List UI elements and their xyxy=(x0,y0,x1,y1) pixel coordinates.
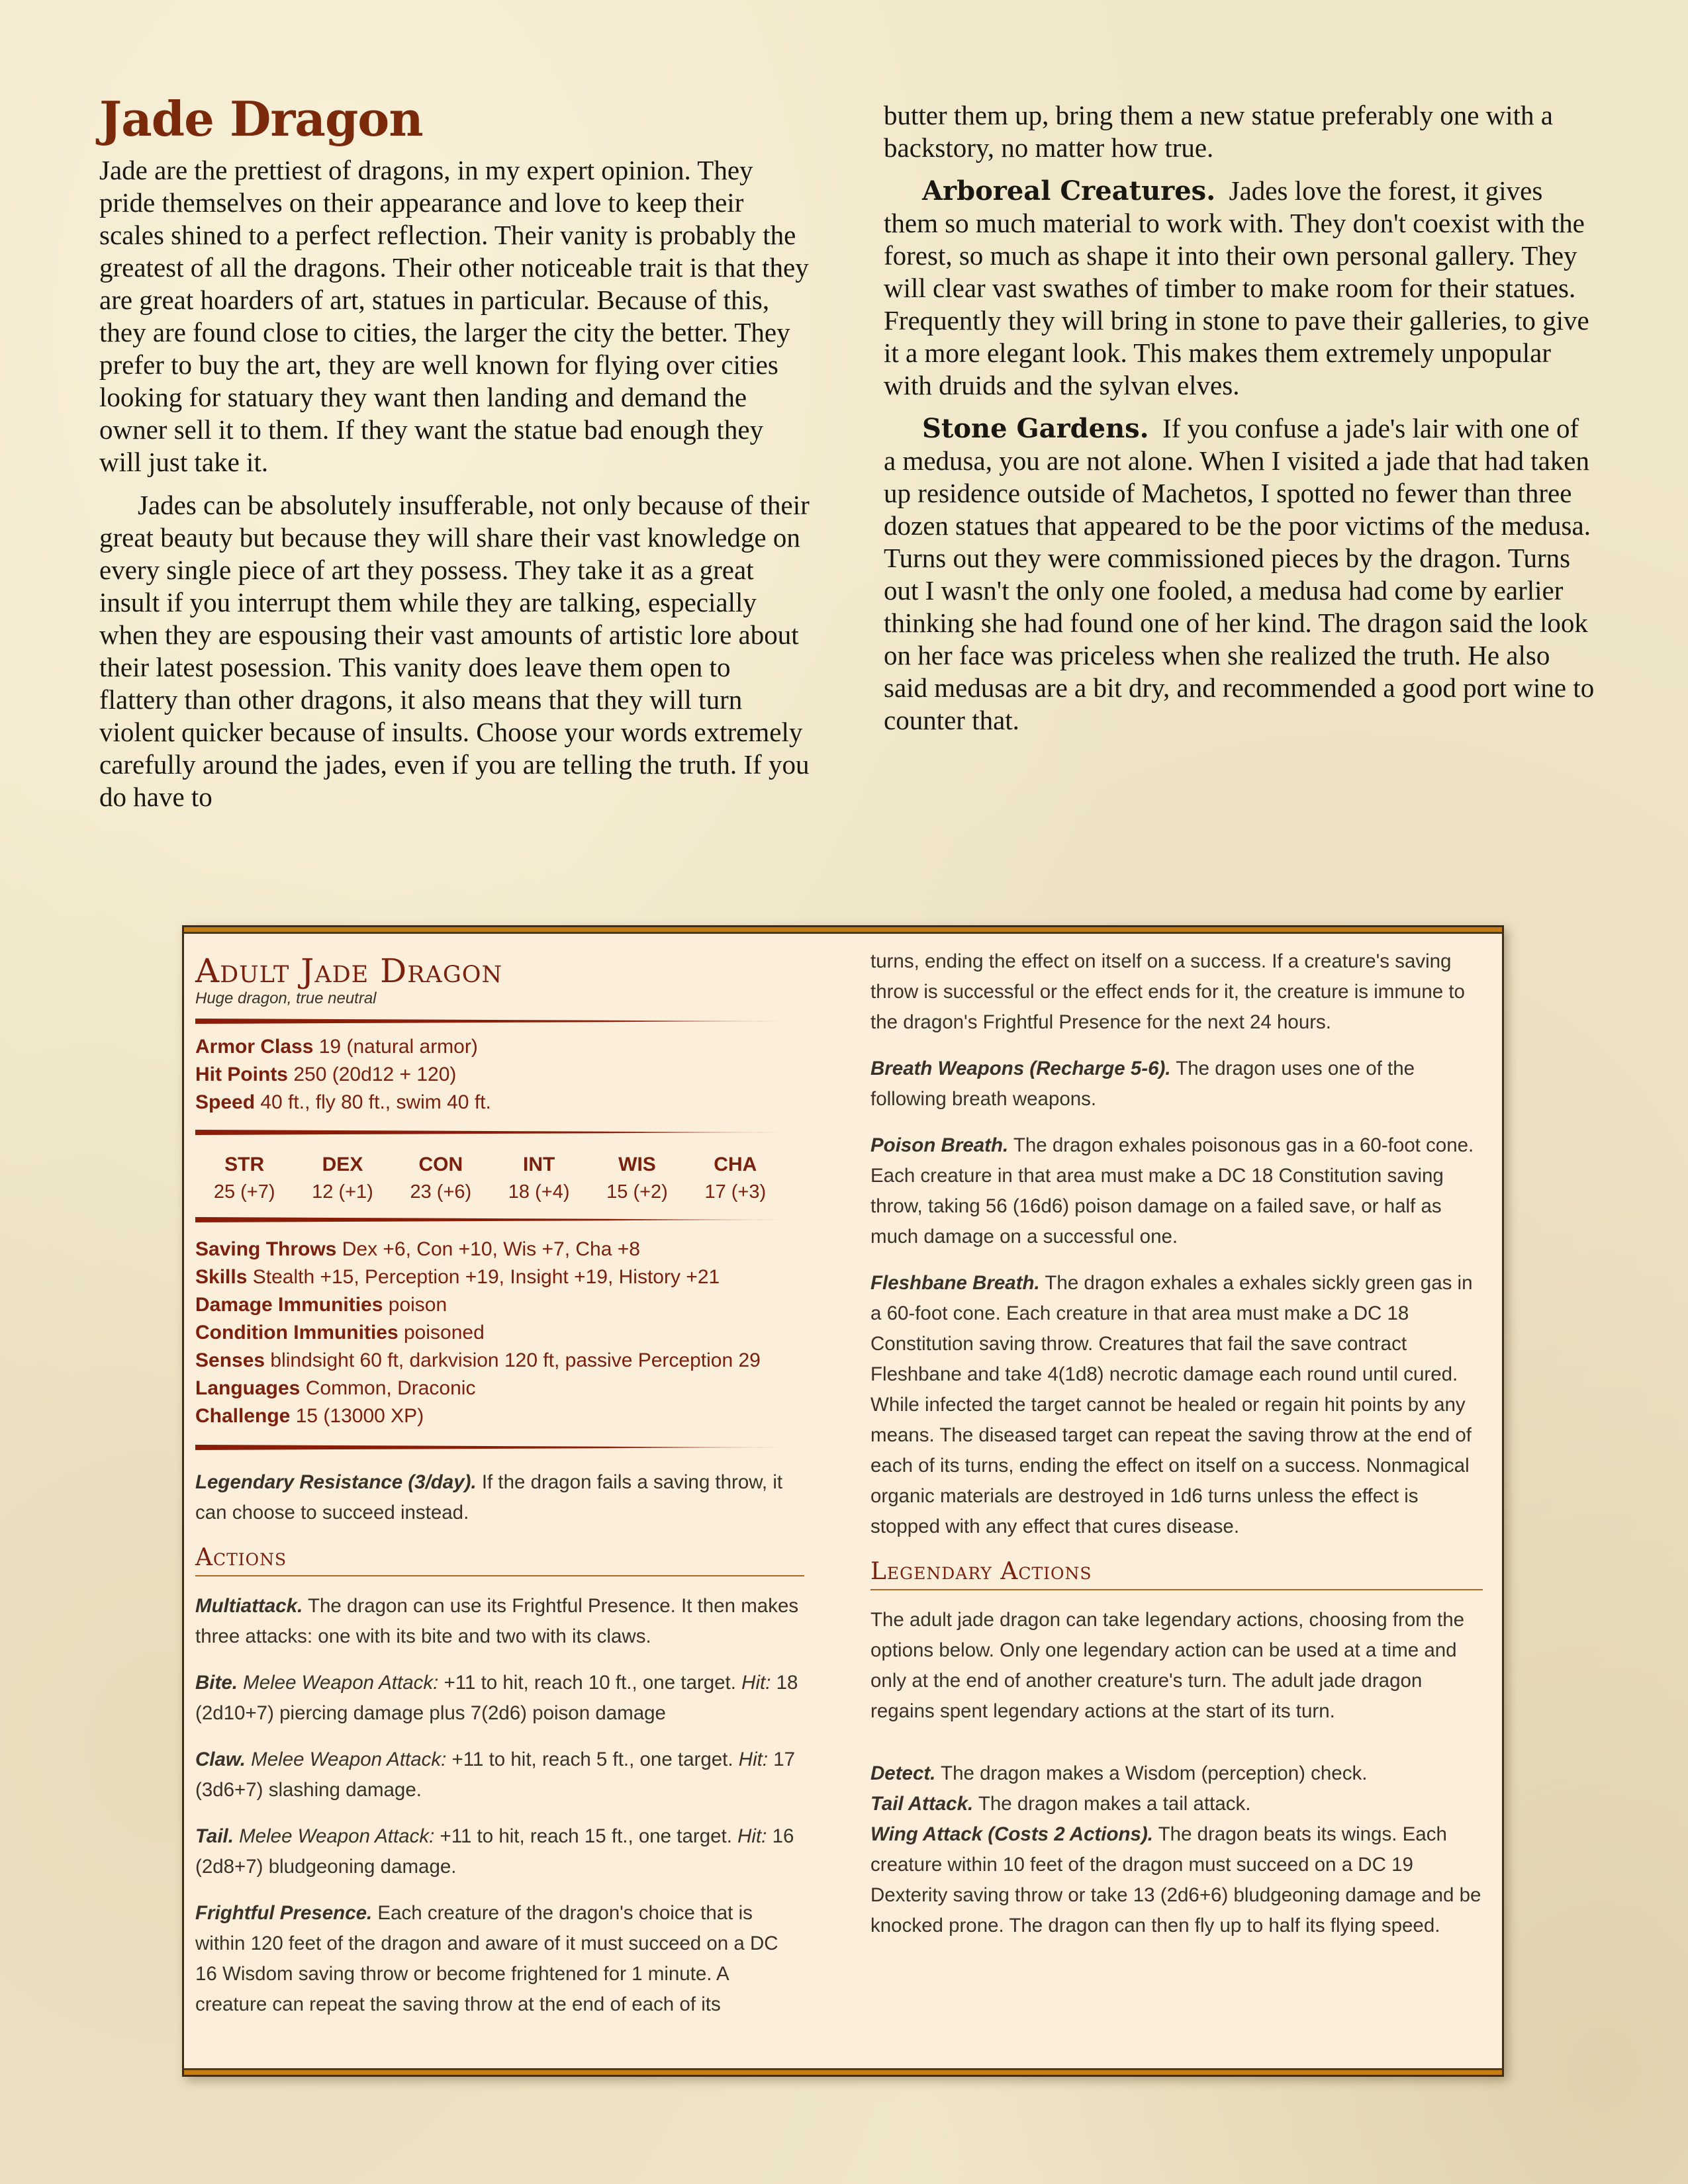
wing-attack-name: Wing Attack (Costs 2 Actions). xyxy=(870,1823,1153,1845)
arboreal-paragraph xyxy=(884,175,1595,402)
frightful-presence-name: Frightful Presence. xyxy=(195,1902,373,1924)
claw-name: Claw. xyxy=(195,1749,246,1770)
ability-value: 12 (+1) xyxy=(312,1181,373,1203)
breath-weapons-text: The dragon uses one of the following breath weapons. xyxy=(870,1058,1415,1110)
condition-immunities xyxy=(195,1319,804,1347)
tail-name: Tail. xyxy=(195,1825,234,1847)
breath-weapons-name: Breath Weapons (Recharge 5-6). xyxy=(870,1058,1171,1079)
claw-hit-label: Hit: xyxy=(738,1749,769,1770)
stat-block xyxy=(182,925,1504,2077)
bite-name: Bite. xyxy=(195,1672,238,1694)
divider xyxy=(195,1445,784,1450)
ability-str xyxy=(195,1151,293,1205)
fleshbane-breath-text: The dragon exhales a exhales sickly green gas in a 60-foot cone. Each creature in that area must make a DC 18 Constitution saving throw. Creatures that fail the save contract Fleshbane and take 4(1d8) necrotic damage each round until cured. While infected the target cannot be healed or regain hit points by any means. The diseased target can repeat the saving throw at the end of each of its turns, ending the effect on itself on a success. Nonmagical organic materials are destroyed in 1d6 turns unless the effect is stopped with any effect that cures disease. xyxy=(870,1272,1473,1537)
ability-wis xyxy=(588,1151,686,1205)
senses-label: Senses xyxy=(195,1349,265,1371)
claw-action xyxy=(195,1745,804,1805)
bite-hit-label: Hit: xyxy=(741,1672,771,1694)
challenge-label: Challenge xyxy=(195,1405,291,1427)
ability-value: 25 (+7) xyxy=(213,1181,275,1203)
actions-header: Actions xyxy=(195,1544,804,1576)
skills-label: Skills xyxy=(195,1266,248,1288)
languages-label: Languages xyxy=(195,1377,301,1399)
right-column xyxy=(884,99,1595,737)
ability-value: 23 (+6) xyxy=(410,1181,472,1203)
frightful-presence xyxy=(195,1898,804,2020)
detect-text: The dragon makes a Wisdom (perception) check. xyxy=(941,1762,1368,1784)
tail-attack-type: Melee Weapon Attack: xyxy=(239,1825,435,1847)
ability-name: DEX xyxy=(322,1154,363,1175)
wing-attack-action xyxy=(870,1819,1483,1941)
detect-name: Detect. xyxy=(870,1762,936,1784)
ability-cha xyxy=(686,1151,784,1205)
multiattack xyxy=(195,1591,804,1652)
legendary-resistance-text: If the dragon fails a saving throw, it can choose to succeed instead. xyxy=(195,1471,783,1524)
page-title: Jade Dragon xyxy=(99,91,423,147)
stat-block-right-column xyxy=(870,946,1483,1941)
stone-gardens-paragraph xyxy=(884,412,1595,737)
defense-block xyxy=(195,1024,804,1130)
stone-gardens-text: If you confuse a jade's lair with one of a medusa, you are not alone. When I visited a jade that had taken up residence outside of Machetos, I spotted no fewer than three dozen statues that appeared to be the poor victims of the medusa. Turns out they were commissioned pieces by the dragon. Turns out I wasn't the only one fooled, a medusa had come by earlier thinking she had found one of her kind. The dragon said the look on her face was priceless when she realized the truth. He also said medusas are a bit dry, and recommended a good port wine to counter that. xyxy=(884,413,1595,735)
saving-throws-label: Saving Throws xyxy=(195,1238,337,1260)
poison-breath xyxy=(870,1130,1483,1252)
legendary-resistance-name: Legendary Resistance (3/day). xyxy=(195,1471,477,1493)
detect-action xyxy=(870,1758,1483,1789)
claw-attack: +11 to hit, reach 5 ft., one target. xyxy=(451,1749,733,1770)
ability-name: WIS xyxy=(618,1154,656,1175)
languages-value: Common, Draconic xyxy=(305,1377,476,1399)
tail-attack-action xyxy=(870,1789,1483,1819)
challenge xyxy=(195,1402,804,1430)
armor-class xyxy=(195,1033,804,1061)
languages xyxy=(195,1375,804,1402)
speed-label: Speed xyxy=(195,1091,256,1113)
hit-points-label: Hit Points xyxy=(195,1064,288,1085)
stone-gardens-lead: Stone Gardens. xyxy=(922,413,1149,444)
frightful-presence-text: Each creature of the dragon's choice that is within 120 feet of the dragon and aware of it must succeed on a DC 16 Wisdom saving throw or become frightened for 1 minute. A creature can repeat the saving throw at the end of each of its xyxy=(195,1902,778,2015)
poison-breath-text: The dragon exhales poisonous gas in a 60-foot cone. Each creature in that area must make a DC 18 Constitution saving throw, taking 56 (16d6) poison damage on a failed save, or half as much damage on a successful one. xyxy=(870,1134,1474,1248)
tail-attack-text: The dragon makes a tail attack. xyxy=(978,1793,1251,1815)
saving-throws-value: Dex +6, Con +10, Wis +7, Cha +8 xyxy=(342,1238,640,1260)
ability-con xyxy=(392,1151,490,1205)
legendary-actions-header: Legendary Actions xyxy=(870,1558,1483,1590)
intro-paragraph: Jade are the prettiest of dragons, in my expert opinion. They pride themselves on their appearance and love to keep their scales shined to a perfect reflection. Their vanity is probably the greatest of all the dragons. Their other noticeable trait is that they are great hoarders of art, statues in particular. Because of this, they are found close to cities, the larger the city the better. They prefer to buy the art, they are well known for flying over cities looking for statuary they want then landing and demand the owner sell it to them. If they want the statue bad enough they will just take it. xyxy=(99,155,809,478)
ability-name: CON xyxy=(418,1154,463,1175)
saving-throws xyxy=(195,1236,804,1263)
ability-name: STR xyxy=(224,1154,265,1175)
armor-class-value: 19 (natural armor) xyxy=(318,1036,478,1058)
arboreal-lead: Arboreal Creatures. xyxy=(922,175,1216,206)
damage-immunities-label: Damage Immunities xyxy=(195,1294,383,1316)
multiattack-name: Multiattack. xyxy=(195,1595,303,1617)
divider xyxy=(195,1217,784,1222)
hit-points-value: 250 (20d12 + 120) xyxy=(293,1064,457,1085)
ability-value: 17 (+3) xyxy=(704,1181,767,1203)
stat-block-left-column xyxy=(195,946,804,2020)
vanity-paragraph: Jades can be absolutely insufferable, not only because of their great beauty but because they will share their vast knowledge on every single piece of art they possess. They take it as a great insult if you interrupt them while they are talking, especially when they are espousing their vast amounts of artistic lore about their latest posession. This vanity does leave them open to flattery than other dragons, it also means that they will turn violent quicker because of insults. Choose your words extremely carefully around the jades, even if you are telling the truth. If you do have to xyxy=(99,490,810,813)
skills xyxy=(195,1263,804,1291)
armor-class-label: Armor Class xyxy=(195,1036,314,1058)
challenge-value: 15 (13000 XP) xyxy=(295,1405,424,1427)
ability-value: 18 (+4) xyxy=(508,1181,570,1203)
divider xyxy=(195,1019,784,1024)
legendary-intro: The adult jade dragon can take legendary actions, choosing from the options below. Only one legendary action can be used at a time and only at the end of another creature's turn. The adult jade dragon regains spent legendary actions at the start of its turn. xyxy=(870,1609,1465,1722)
divider xyxy=(195,1130,784,1135)
tail-attack-name: Tail Attack. xyxy=(870,1793,974,1815)
skills-value: Stealth +15, Perception +19, Insight +19, History +21 xyxy=(252,1266,720,1288)
bite-attack: +11 to hit, reach 10 ft., one target. xyxy=(444,1672,736,1694)
ability-name: INT xyxy=(522,1154,555,1175)
ability-int xyxy=(490,1151,588,1205)
fleshbane-breath xyxy=(870,1268,1483,1542)
tail-attack: +11 to hit, reach 15 ft., one target. xyxy=(440,1825,732,1847)
tail-hit-label: Hit: xyxy=(737,1825,767,1847)
ability-value: 15 (+2) xyxy=(606,1181,668,1203)
tail-action xyxy=(195,1821,804,1882)
fleshbane-breath-name: Fleshbane Breath. xyxy=(870,1272,1040,1294)
breath-weapons xyxy=(870,1054,1483,1115)
legendary-resistance xyxy=(195,1467,804,1528)
speed xyxy=(195,1089,804,1116)
ability-dex xyxy=(293,1151,391,1205)
damage-immunities-value: poison xyxy=(388,1294,447,1316)
left-column xyxy=(99,93,811,813)
arboreal-text: Jades love the forest, it gives them so much material to work with. They don't coexist with the forest, so much as shape it into their own personal gallery. They will clear vast swathes of timber to make room for their statues. Frequently they will bring in stone to pave their galleries, to give it a more elegant look. This makes them extremely unpopular with druids and the sylvan elves. xyxy=(884,175,1589,400)
damage-immunities xyxy=(195,1291,804,1319)
bite-hit: 18 (2d10+7) piercing damage plus 7(2d6) poison damage xyxy=(195,1672,798,1724)
condition-immunities-value: poisoned xyxy=(404,1322,485,1343)
senses-value: blindsight 60 ft, darkvision 120 ft, passive Perception 29 xyxy=(270,1349,761,1371)
monster-type: Huge dragon, true neutral xyxy=(195,989,377,1007)
poison-breath-name: Poison Breath. xyxy=(870,1134,1009,1156)
senses xyxy=(195,1347,804,1375)
multiattack-text: The dragon can use its Frightful Presence. It then makes three attacks: one with its bite and two with its claws. xyxy=(195,1595,799,1647)
bite-attack-type: Melee Weapon Attack: xyxy=(243,1672,439,1694)
traits-block xyxy=(195,1222,804,1445)
tail-hit: 16 (2d8+7) bludgeoning damage. xyxy=(195,1825,794,1878)
wing-attack-text: The dragon beats its wings. Each creature within 10 feet of the dragon must succeed on a DC 19 Dexterity saving throw or take 13 (2d6+6) bludgeoning damage and be knocked prone. The dragon can then fly up to half its flying speed. xyxy=(870,1823,1481,1936)
ability-name: CHA xyxy=(714,1154,757,1175)
continuation-paragraph: butter them up, bring them a new statue preferably one with a backstory, no matter how true. xyxy=(884,100,1554,163)
condition-immunities-label: Condition Immunities xyxy=(195,1322,399,1343)
monster-name: Adult Jade Dragon xyxy=(195,952,503,990)
frightful-presence-continued: turns, ending the effect on itself on a success. If a creature's saving throw is successful or the effect ends for it, the creature is immune to the dragon's Frightful Presence for the next 24 hours. xyxy=(870,950,1465,1033)
bite-action xyxy=(195,1668,804,1729)
speed-value: 40 ft., fly 80 ft., swim 40 ft. xyxy=(260,1091,491,1113)
ability-scores xyxy=(195,1135,784,1217)
claw-hit: 17 (3d6+7) slashing damage. xyxy=(195,1749,796,1801)
claw-attack-type: Melee Weapon Attack: xyxy=(251,1749,447,1770)
hit-points xyxy=(195,1061,804,1089)
